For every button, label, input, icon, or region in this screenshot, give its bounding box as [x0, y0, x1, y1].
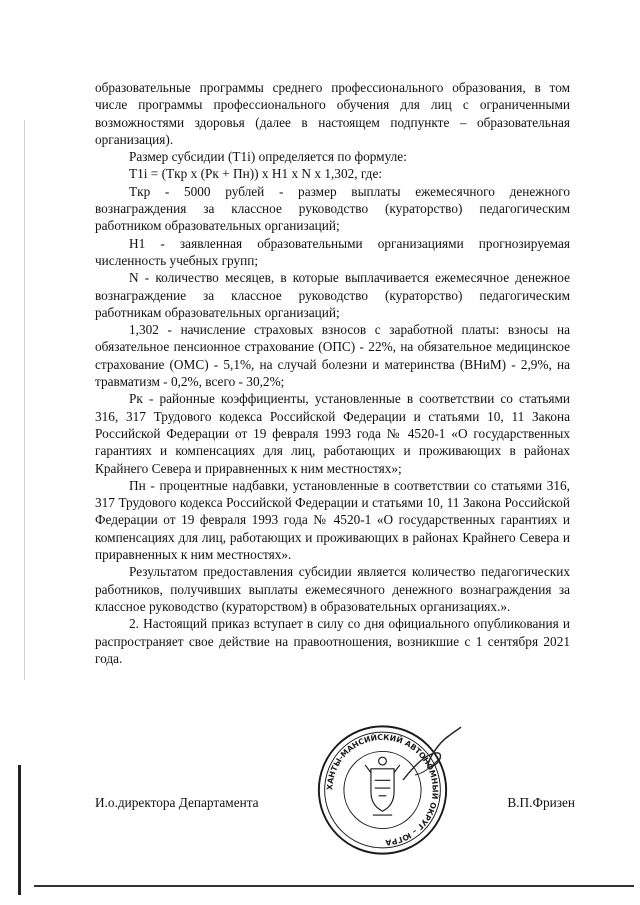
- handwritten-signature-icon: [395, 725, 465, 785]
- paragraph-pn: Пн - процентные надбавки, установленные в соответствии со статьями 316, 317 Трудового кодекса Российской Федерации и статьями 10, 11 Закона Российской Федерации от 19 февраля 1993 года № 4520-1 «О государственных гарантиях и компенсациях для лиц, работающих и проживающих в районах Крайнего Севера и приравненных к ним местностях».: [95, 477, 570, 563]
- scan-shadow-line: [24, 120, 25, 680]
- document-body: [95, 79, 570, 667]
- paragraph-result: Результатом предоставления субсидии является количество педагогических работников, получивших выплаты ежемесячного денежного вознаграждения за классное руководство (кураторством) в образовательных организациях.».: [95, 564, 570, 614]
- scan-edge-mark: [18, 765, 21, 895]
- signer-name: В.П.Фризен: [507, 795, 575, 810]
- seal-ring-text: ХАНТЫ-МАНСИЙСКИЙ АВТОНОМНЫЙ ОКРУГ – ЮГРА: [325, 732, 440, 848]
- paragraph-n: N - количество месяцев, в которые выплачивается ежемесячное денежное вознаграждение за классное руководство (кураторство) педагогическим работникам образовательных организаций;: [95, 270, 570, 320]
- paragraph-insurance: 1,302 - начисление страховых взносов с заработной платы: взносы на обязательное пенсионное страхование (ОПС) - 22%, на обязательное медицинское страхование (ОМС) - 5,1%, на случай болезни и материнства (ВНиМ) - 2,9%, на травматизм - 0,2%, всего - 30,2%;: [95, 322, 570, 390]
- scan-bottom-edge: [34, 885, 634, 887]
- paragraph-intro: образовательные программы среднего профессионального образования, в том числе программы профессионального обучения для лиц с ограниченными возможностями здоровья (далее в настоящем подпункте – образовательная организация).: [95, 80, 570, 147]
- signer-position: И.о.директора Департамента: [95, 795, 259, 810]
- paragraph-formula: T1i = (Tкр x (Pк + Пн)) x H1 x N x 1,302, где:: [129, 166, 383, 182]
- paragraph-tkr: Tкр - 5000 рублей - размер выплаты ежемесячного денежного вознаграждения за классное руководство (кураторство) педагогическим работником образовательных организаций;: [95, 183, 570, 234]
- paragraph-rk: Рк - районные коэффициенты, установленные в соответствии со статьями 316, 317 Трудового кодекса Российской Федерации и статьями 10, 11 Закона Российской Федерации от 19 февраля 1993 года № 4520-1 «О государственных гарантиях и компенсациях для лиц, работающих и проживающих в районах Крайнего Севера и приравненных к ним местностях»;: [95, 391, 570, 476]
- paragraph-effective-date: 2. Настоящий приказ вступает в силу со дня официального опубликования и распространяет свое действие на правоотношения, возникшие с 1 сентября 2021 года.: [95, 616, 570, 666]
- paragraph-h1: H1 - заявленная образовательными организациями прогнозируемая численность учебных групп;: [95, 235, 570, 268]
- paragraph-formula-intro: Размер субсидии (T1i) определяется по формуле:: [129, 149, 407, 165]
